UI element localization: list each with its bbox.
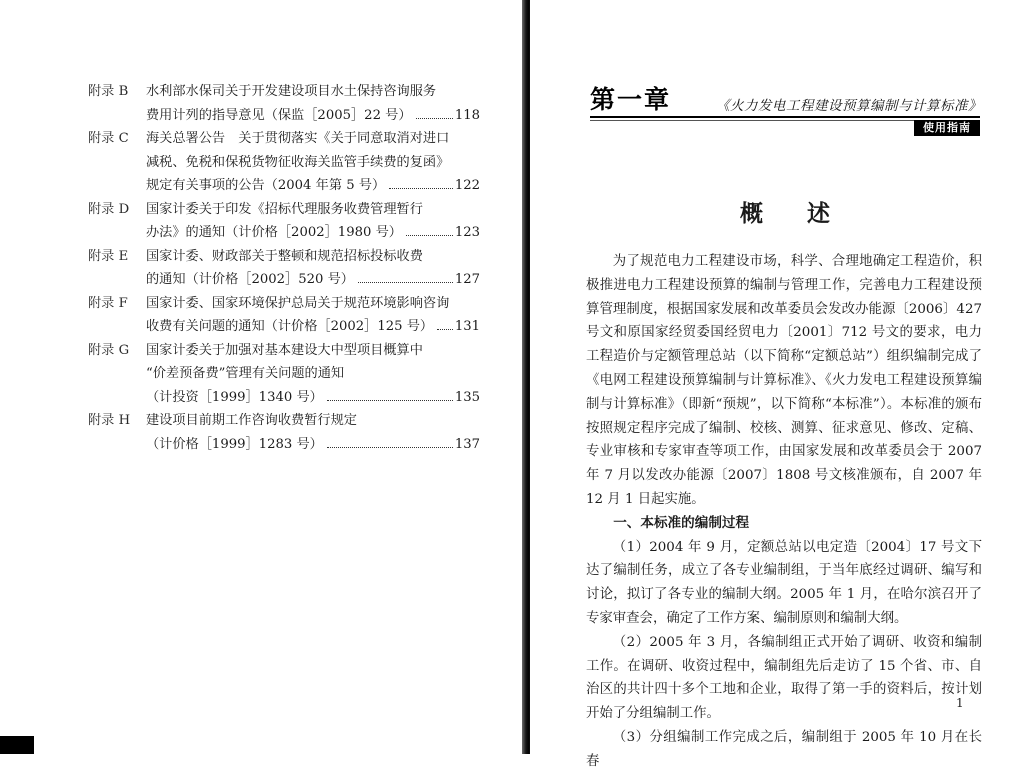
toc-title-line: 的通知（计价格［2002］520 号） (146, 272, 354, 287)
chapter-title: 第一章 (590, 85, 672, 114)
section-title: 概 述 (739, 201, 830, 227)
toc-last-line (146, 386, 480, 410)
toc-title-line: 建设项目前期工作咨询收费暂行规定 (146, 413, 357, 428)
header-rule (590, 116, 980, 118)
appendix-toc (88, 80, 480, 456)
step-paragraph: （3）分组编制工作完成之后，编制组于 2005 年 10 月在长春 (586, 729, 982, 769)
toc-last-line (146, 315, 480, 339)
toc-entry-title (146, 198, 480, 245)
toc-title-line: 国家计委关于加强对基本建设大中型项目概算中 (146, 342, 423, 358)
toc-last-line (146, 221, 480, 245)
toc-title-line: 办法》的通知（计价格［2002］1980 号） (146, 225, 402, 240)
toc-title-line: 国家计委、国家环境保护总局关于规范环境影响咨询 (146, 295, 450, 311)
running-title: 《火力发电工程建设预算编制与计算标准》 (716, 98, 982, 114)
toc-last-line (146, 174, 480, 198)
toc-entry-label: 附录 B (88, 84, 129, 99)
toc-entry (88, 339, 480, 410)
toc-entry-title (146, 80, 480, 127)
toc-dot-leader (406, 235, 453, 236)
body-text (586, 250, 982, 774)
toc-title-line: 收费有关问题的通知（计价格［2002］125 号） (146, 319, 434, 334)
toc-entry (88, 198, 480, 245)
toc-title-line: “价差预备费”管理有关问题的通知 (146, 366, 345, 381)
toc-dot-leader (327, 447, 453, 448)
toc-entry (88, 127, 480, 198)
toc-entry-label: 附录 G (88, 342, 130, 358)
toc-entry (88, 409, 480, 456)
toc-page-number: 118 (454, 107, 480, 123)
toc-entry-label: 附录 E (88, 248, 129, 264)
toc-entry-title (146, 292, 480, 339)
toc-entry-label: 附录 D (88, 201, 130, 217)
toc-page-number: 135 (454, 389, 480, 405)
toc-page-number: 131 (454, 319, 480, 334)
scan-corner-mark (0, 736, 34, 754)
toc-entry (88, 245, 480, 292)
toc-page-number: 127 (454, 272, 480, 287)
toc-dot-leader (358, 282, 453, 283)
toc-entry-title (146, 127, 480, 198)
toc-title-line: 国家计委、财政部关于整顿和规范招标投标收费 (146, 248, 423, 264)
toc-title-line: 减税、免税和保税货物征收海关监管手续费的复函》 (146, 154, 450, 170)
toc-title-line: 规定有关事项的公告（2004 年第 5 号） (146, 178, 386, 193)
toc-entry-label: 附录 H (88, 413, 131, 428)
intro-paragraph: 为了规范电力工程建设市场，科学、合理地确定工程造价，积极推进电力工程建设预算的编制与管理工作，完善电力工程建设预算管理制度，根据国家发展和改革委员会发改办能源〔2006〕427 号文和原国家经贸委国经贸电力〔2001〕712 号文的要求，电力工程造价与定额管理总站（以下简称“定额总站”）组织编制完成了《电网工程建设预算编制与计算标准》、《火力发电工程建设预算编制与计算标准》（即新“预规”，以下简称“本标准”）。本标准的颁布按照规定程序完成了编制、校核、测算、征求意见、修改、定稿、专业审核和专家审查等项工作，由国家发展和改革委员会于 2007 年 7 月以发改办能源〔2007〕1808 号文核准颁布，自 2007 年 12 月 1 日起实施。 (586, 254, 982, 507)
toc-entry-title (146, 339, 480, 410)
toc-dot-leader (389, 188, 453, 189)
subsection-title: 一、本标准的编制过程 (613, 514, 750, 531)
toc-title-line: （计投资［1999］1340 号） (146, 389, 323, 405)
toc-entry-title (146, 409, 480, 456)
toc-title-line: 水利部水保司关于开发建设项目水土保持咨询服务 (146, 84, 437, 99)
toc-title-line: 海关总署公告 关于贯彻落实《关于同意取消对进口 (146, 131, 450, 146)
toc-page-number: 122 (454, 178, 480, 193)
toc-entry-label: 附录 C (88, 131, 129, 146)
toc-title-line: 国家计委关于印发《招标代理服务收费管理暂行 (146, 201, 423, 217)
toc-dot-leader (416, 118, 453, 119)
toc-title-line: 费用计列的指导意见（保监［2005］22 号） (146, 107, 412, 123)
page-number: 1 (956, 696, 964, 710)
toc-last-line (146, 104, 480, 128)
toc-entry-title (146, 245, 480, 292)
step-paragraph: （2）2005 年 3 月，各编制组正式开始了调研、收资和编制工作。在调研、收资过程中，编制组先后走访了 15 个省、市、自治区的共计四十多个工地和企业，取得了第一手的资料后，按计划开始了分组编制工作。 (586, 634, 982, 722)
toc-dot-leader (437, 329, 453, 330)
toc-entry (88, 292, 480, 339)
toc-last-line (146, 268, 480, 292)
usage-guide-tab: 使用指南 (914, 120, 980, 136)
toc-entry-label: 附录 F (88, 295, 128, 311)
toc-page-number: 137 (454, 436, 480, 452)
toc-last-line (146, 433, 480, 457)
toc-page-number: 123 (454, 225, 480, 240)
toc-title-line: （计价格［1999］1283 号） (146, 436, 323, 452)
step-paragraph: （1）2004 年 9 月，定额总站以电定造〔2004〕17 号文下达了编制任务，成立了各专业编制组，于当年底经过调研、编写和讨论，拟订了各专业的编制大纲。2005 年 1 月，在哈尔滨召开了专家审查会，确定了工作方案、编制原则和编制大纲。 (586, 539, 982, 626)
toc-entry (88, 80, 480, 127)
toc-dot-leader (327, 400, 453, 401)
